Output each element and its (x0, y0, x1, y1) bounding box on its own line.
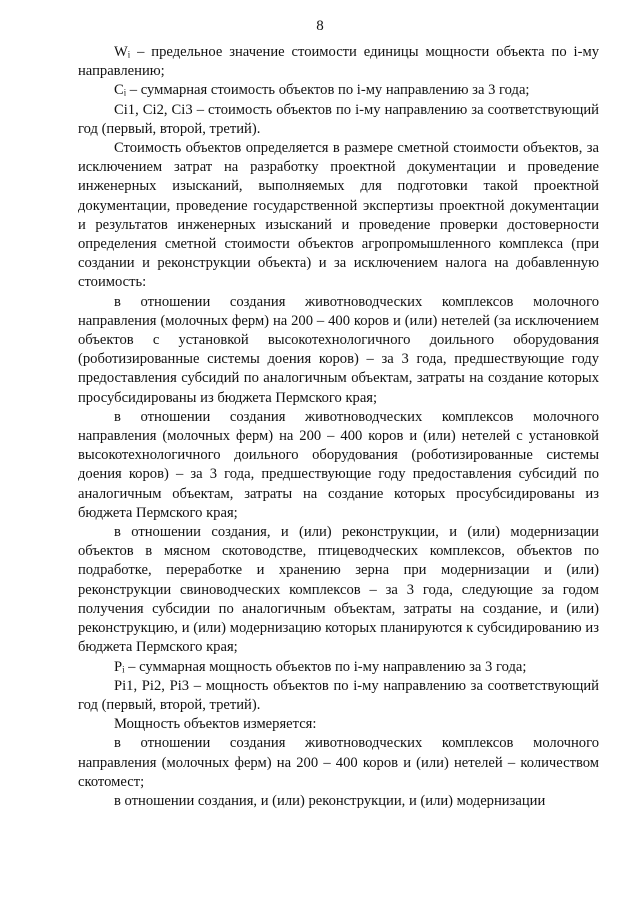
page-number: 8 (316, 18, 324, 34)
paragraph-dairy-with-robots: в отношении создания животноводческих комплексов молочного направления (молочных ферм) на 200 – 400 коров и (или) нетелей с установкой высокотехнологичного доильного оборудования (роботизированные системы доения коров) – за 3 года, предшествующие году предоставления субсидий по аналогичным объектам, затраты на создание которых просубсидированы из бюджета Пермского края; (78, 408, 599, 521)
paragraph-dairy-without-robots: в отношении создания животноводческих комплексов молочного направления (молочных ферм) на 200 – 400 коров и (или) нетелей (за исключением объектов с установкой высокотехнологичного доильного оборудования (роботизированные системы доения коров) – за 3 года, предшествующие году предоставления субсидий по аналогичным объектам, затраты на создание которых просубсидированы из бюджета Пермского края; (78, 293, 599, 406)
paragraph-ci-definition: Cᵢ – суммарная стоимость объектов по i-му направлению за 3 года; (114, 82, 530, 99)
paragraph-cost-determination: Стоимость объектов определяется в размере сметной стоимости объектов, за исключением затрат на разработку проектной документации и проведение инженерных изысканий, выполняемых для подготовки такой проектной документации, проведение государственной экспертизы проектной документации и результатов инженерных изысканий и проведение проверки достоверности определения сметной стоимости объектов агропромышленного комплекса (при создании и реконструкции объекта) и за исключением налога на добавленную стоимость: (78, 140, 599, 291)
paragraph-capacity-measured: Мощность объектов измеряется: (114, 716, 317, 733)
paragraph-pi-yearly-definition: Pi1, Pi2, Pi3 – мощность объектов по i-му направлению за соответствующий год (первый, второй, третий). (78, 677, 599, 713)
paragraph-pi-definition: Pᵢ – суммарная мощность объектов по i-му направлению за 3 года; (114, 658, 527, 675)
paragraph-capacity-dairy: в отношении создания животноводческих комплексов молочного направления (молочных ферм) на 200 – 400 коров и (или) нетелей – количеством скотомест; (78, 735, 599, 790)
paragraph-capacity-creation: в отношении создания, и (или) реконструкции, и (или) модернизации (114, 792, 546, 809)
document-body (78, 43, 599, 811)
paragraph-wi-definition: Wᵢ – предельное значение стоимости единицы мощности объекта по i-му направлению; (78, 44, 599, 80)
paragraph-meat-poultry-grain: в отношении создания, и (или) реконструкции, и (или) модернизации объектов в мясном скотоводстве, птицеводческих комплексов, объектов по подработке, переработке и хранению зерна при модернизации и (или) реконструкции свиноводческих комплексов – за 3 года, следующие за годом получения субсидии по аналогичным объектам, затраты на создание, и (или) реконструкцию, и (или) модернизацию которых планируются к субсидированию из бюджета Пермского края; (78, 524, 599, 656)
paragraph-ci-yearly-definition: Ci1, Ci2, Ci3 – стоимость объектов по i-му направлению за соответствующий год (первый, второй, третий). (78, 101, 599, 137)
